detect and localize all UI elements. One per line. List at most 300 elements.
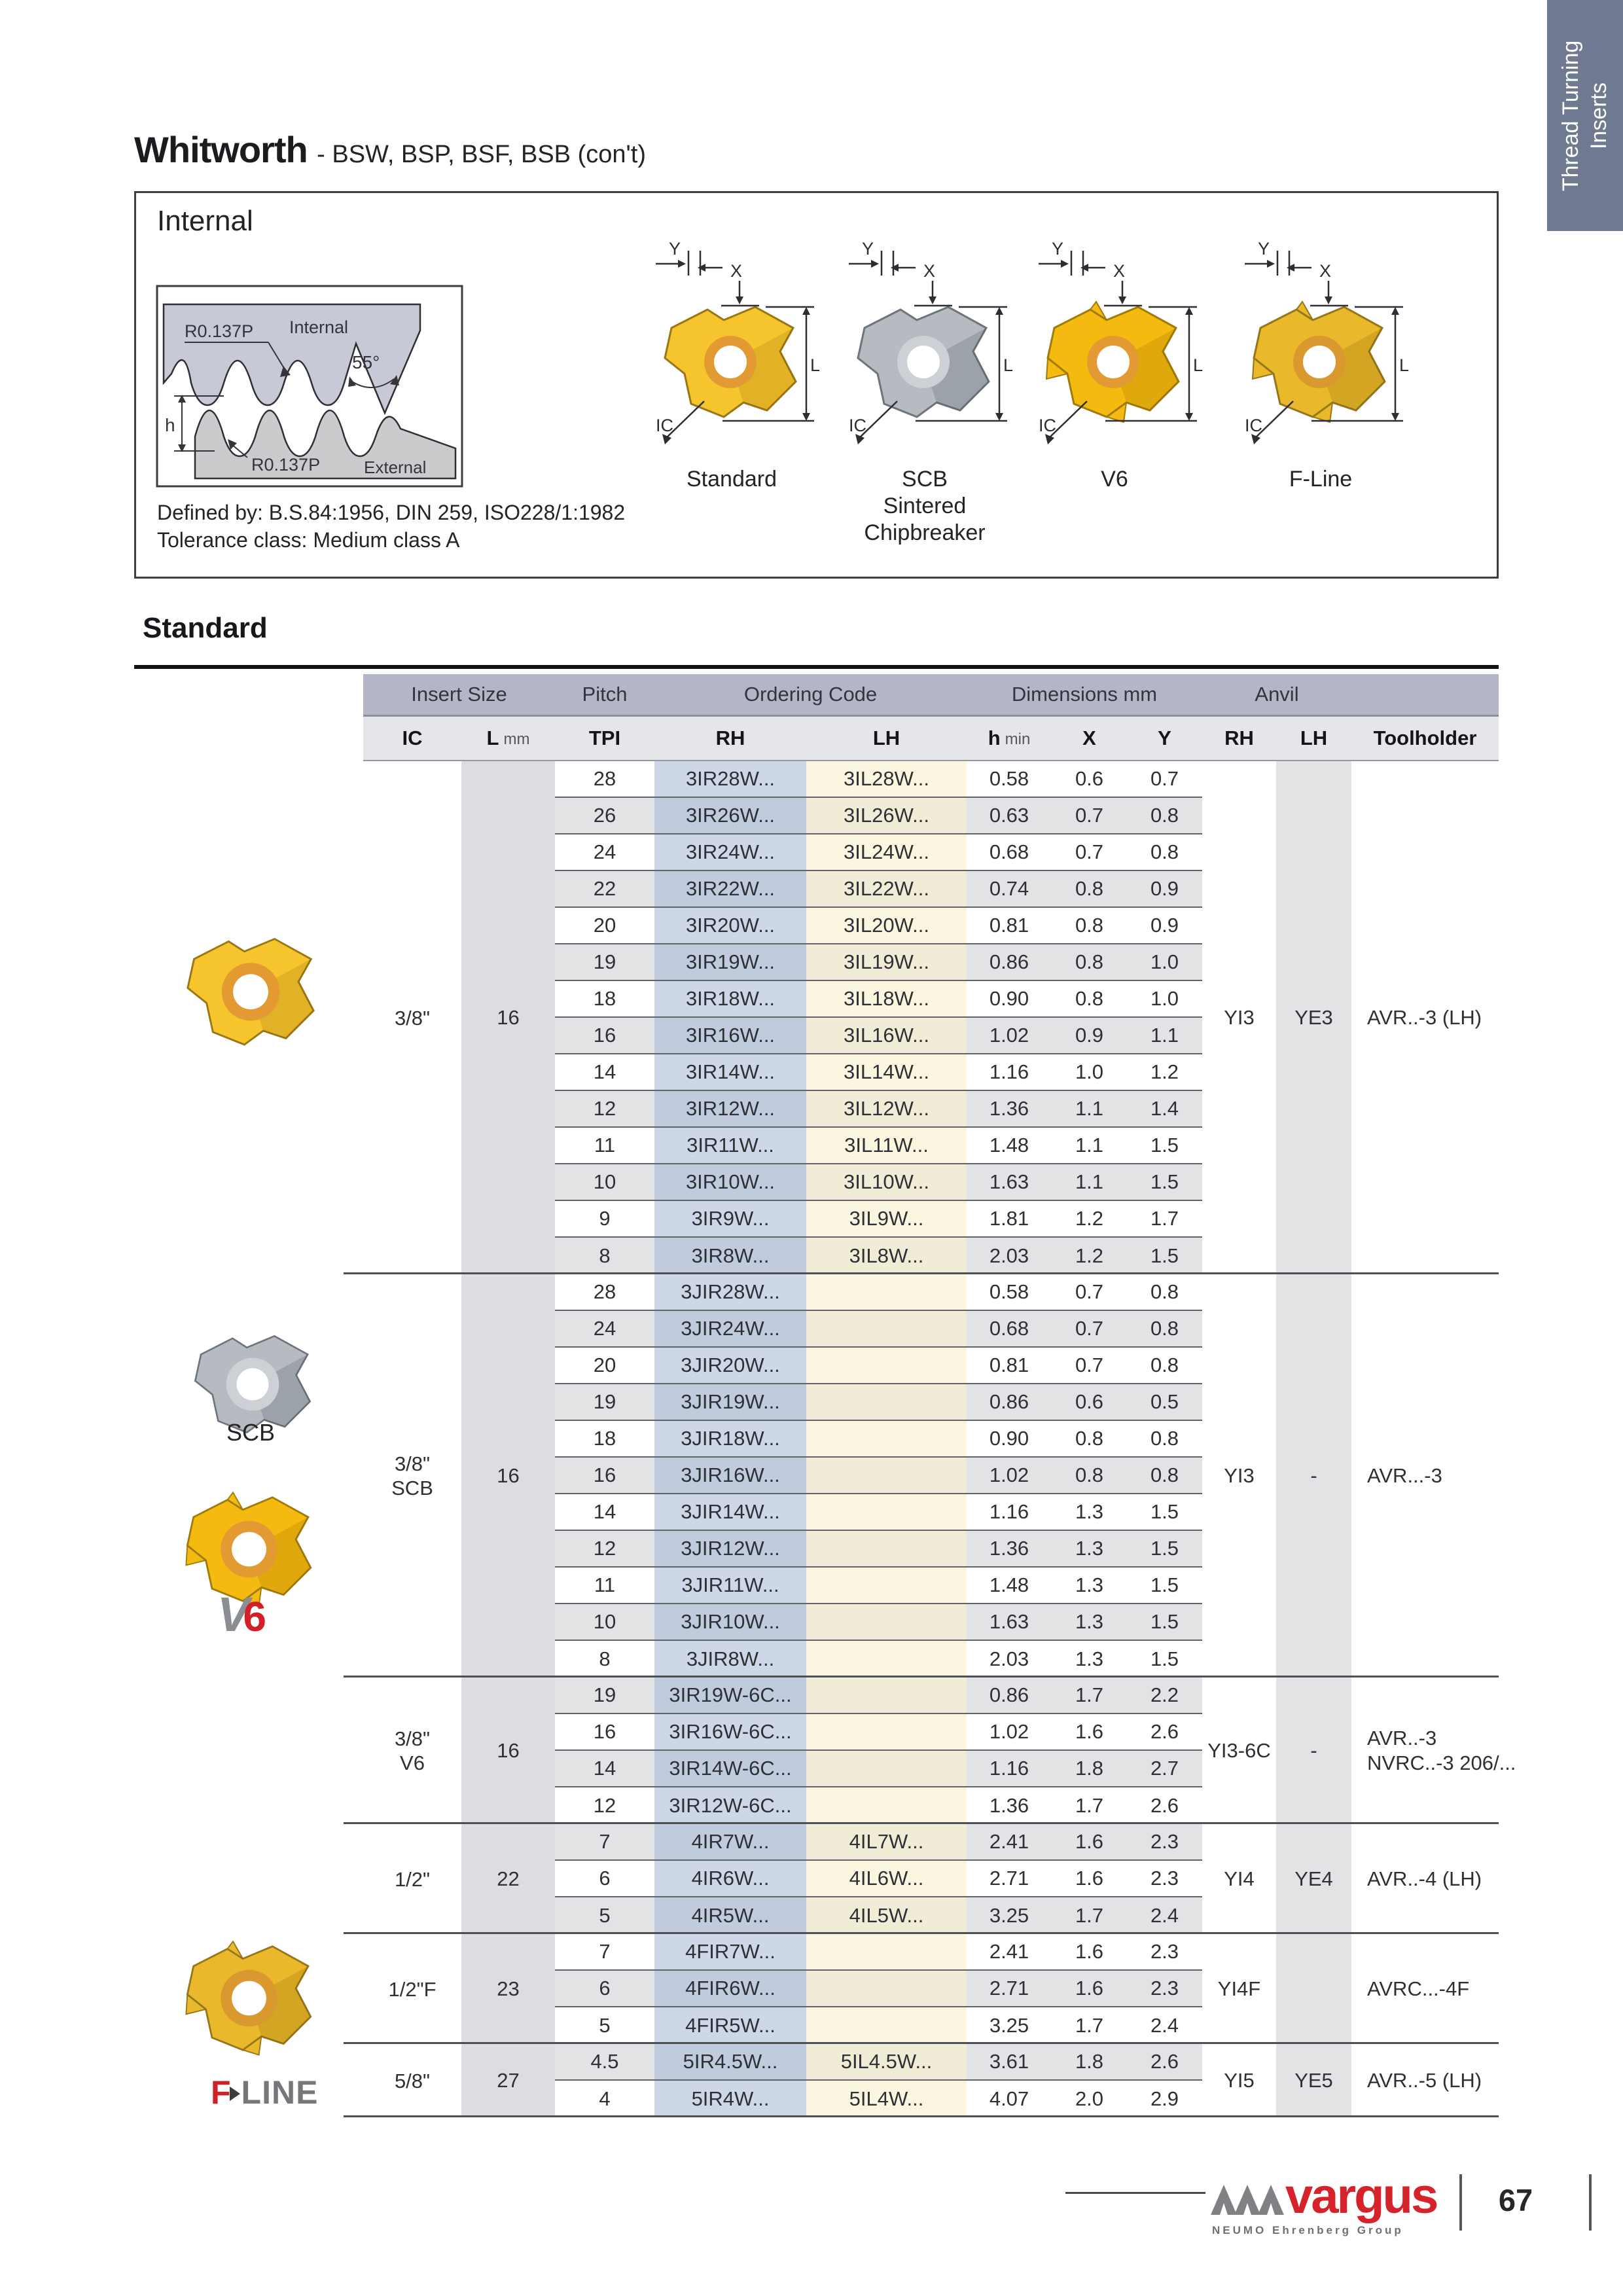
cell-h-min: 1.81 (967, 1201, 1052, 1238)
cell-h-min: 1.16 (967, 1494, 1052, 1531)
cell-ordering-code-lh: 3IL22W... (806, 871, 967, 908)
cell-y: 0.8 (1127, 1274, 1202, 1311)
cell-ordering-code-lh (806, 1494, 967, 1531)
table-group-3 (363, 1824, 1499, 1934)
vargus-triangles-icon (1209, 2179, 1287, 2221)
cell-x: 0.8 (1052, 944, 1127, 981)
defined-by-text: Defined by: B.S.84:1956, DIN 259, ISO228/1:1982 (157, 501, 626, 524)
variant-fline (1229, 236, 1412, 493)
cell-h-min: 1.48 (967, 1568, 1052, 1604)
cell-y: 1.5 (1127, 1238, 1202, 1274)
cell-tpi: 5 (555, 1897, 654, 1934)
cell-y: 1.7 (1127, 1201, 1202, 1238)
cell-ordering-code-rh: 3IR22W... (654, 871, 806, 908)
cell-x: 1.6 (1052, 1824, 1127, 1861)
cell-x: 1.1 (1052, 1164, 1127, 1201)
cell-h-min: 0.81 (967, 908, 1052, 944)
group-insert-size: 1/2"F (388, 1977, 437, 2001)
cell-y: 1.2 (1127, 1054, 1202, 1091)
cell-ordering-code-rh: 3IR14W-6C... (654, 1751, 806, 1787)
cell-h-min: 0.86 (967, 1384, 1052, 1421)
cell-ordering-code-rh: 3IR8W... (654, 1238, 806, 1274)
svg-text:L: L (810, 355, 821, 375)
cell-ordering-code-lh (806, 1384, 967, 1421)
group-anvil-lh: YE4 (1276, 1824, 1351, 1934)
group-anvil-rh: YI5 (1224, 2069, 1255, 2092)
group-anvil-rh: YI3-6C (1207, 1739, 1271, 1762)
svg-text:Y: Y (862, 239, 874, 259)
cell-x: 0.7 (1052, 1274, 1127, 1311)
cell-h-min: 1.36 (967, 1787, 1052, 1824)
page-title (134, 128, 646, 171)
group-toolholder: AVR...-3 (1367, 1464, 1442, 1487)
cell-tpi: 11 (555, 1128, 654, 1164)
cell-tpi: 7 (555, 1934, 654, 1971)
cell-tpi: 24 (555, 1311, 654, 1348)
cell-ordering-code-rh: 3JIR8W... (654, 1641, 806, 1677)
cell-tpi: 20 (555, 1348, 654, 1384)
cell-tpi: 11 (555, 1568, 654, 1604)
cell-tpi: 22 (555, 871, 654, 908)
cell-y: 0.8 (1127, 1348, 1202, 1384)
profile-r-bottom-label: R0.137P (251, 455, 321, 475)
cell-x: 1.3 (1052, 1494, 1127, 1531)
svg-text:Y: Y (1258, 239, 1270, 259)
variant-label-scb: SCB Sintered Chipbreaker (864, 467, 986, 545)
cell-ordering-code-lh (806, 1531, 967, 1568)
svg-text:IC: IC (656, 416, 673, 435)
table-group-5 (363, 2044, 1499, 2117)
group-anvil-lh: YE5 (1276, 2044, 1351, 2117)
table-column-header-5: h min (967, 717, 1052, 760)
cell-ordering-code-lh (806, 1311, 967, 1348)
cell-ordering-code-rh: 3IR28W... (654, 761, 806, 798)
cell-ordering-code-rh: 3IR16W... (654, 1018, 806, 1054)
fline-logo (211, 2073, 318, 2111)
cell-ordering-code-rh: 3IR16W-6C... (654, 1714, 806, 1751)
cell-tpi: 8 (555, 1238, 654, 1274)
cell-y: 2.6 (1127, 1787, 1202, 1824)
cell-y: 1.5 (1127, 1604, 1202, 1641)
cell-ordering-code-rh: 3JIR14W... (654, 1494, 806, 1531)
cell-ordering-code-lh (806, 1348, 967, 1384)
profile-internal-label: Internal (289, 317, 349, 337)
group-l-mm: 16 (461, 761, 555, 1274)
cell-ordering-code-rh: 3JIR24W... (654, 1311, 806, 1348)
cell-ordering-code-lh: 5IL4.5W... (806, 2044, 967, 2081)
cell-ordering-code-rh: 3IR10W... (654, 1164, 806, 1201)
cell-x: 0.8 (1052, 908, 1127, 944)
cell-h-min: 2.41 (967, 1824, 1052, 1861)
cell-ordering-code-lh (806, 1934, 967, 1971)
cell-ordering-code-lh: 4IL7W... (806, 1824, 967, 1861)
cell-h-min: 1.36 (967, 1531, 1052, 1568)
cell-ordering-code-lh: 4IL6W... (806, 1861, 967, 1897)
scb-photo-caption: SCB (226, 1419, 276, 1446)
cell-y: 0.9 (1127, 908, 1202, 944)
cell-x: 0.8 (1052, 871, 1127, 908)
cell-tpi: 16 (555, 1458, 654, 1494)
cell-x: 0.8 (1052, 1421, 1127, 1458)
cell-ordering-code-lh: 3IL20W... (806, 908, 967, 944)
cell-x: 0.7 (1052, 798, 1127, 834)
cell-ordering-code-rh: 3IR9W... (654, 1201, 806, 1238)
cell-h-min: 1.02 (967, 1018, 1052, 1054)
cell-h-min: 1.63 (967, 1604, 1052, 1641)
svg-text:L: L (1193, 355, 1204, 375)
insert-diagram-v6 (1023, 236, 1206, 459)
cell-y: 2.4 (1127, 2007, 1202, 2044)
cell-x: 1.7 (1052, 1677, 1127, 1714)
section-rule (134, 665, 1499, 669)
cell-ordering-code-lh (806, 1641, 967, 1677)
cell-tpi: 12 (555, 1531, 654, 1568)
cell-x: 1.1 (1052, 1091, 1127, 1128)
cell-ordering-code-lh: 3IL16W... (806, 1018, 967, 1054)
cell-x: 1.2 (1052, 1238, 1127, 1274)
cell-y: 1.0 (1127, 944, 1202, 981)
svg-text:X: X (730, 261, 743, 281)
cell-ordering-code-lh: 3IL28W... (806, 761, 967, 798)
cell-x: 0.6 (1052, 1384, 1127, 1421)
cell-tpi: 10 (555, 1164, 654, 1201)
side-tab-label (1547, 0, 1623, 231)
cell-y: 2.3 (1127, 1934, 1202, 1971)
cell-ordering-code-rh: 3IR20W... (654, 908, 806, 944)
internal-section-box (134, 191, 1499, 579)
cell-tpi: 8 (555, 1641, 654, 1677)
cell-x: 1.6 (1052, 1971, 1127, 2007)
cell-h-min: 1.63 (967, 1164, 1052, 1201)
group-insert-size: 3/8" (394, 1006, 431, 1030)
cell-y: 1.5 (1127, 1568, 1202, 1604)
svg-text:X: X (1319, 261, 1332, 281)
cell-x: 1.8 (1052, 1751, 1127, 1787)
insert-diagram-standard (640, 236, 823, 459)
cell-tpi: 16 (555, 1714, 654, 1751)
group-toolholder: AVR..-3 (LH) (1367, 1006, 1482, 1029)
table-column-header-0: IC (363, 717, 461, 760)
group-toolholder: AVRC...-4F (1367, 1977, 1470, 2000)
cell-ordering-code-rh: 3JIR10W... (654, 1604, 806, 1641)
cell-ordering-code-rh: 3IR19W-6C... (654, 1677, 806, 1714)
cell-h-min: 3.25 (967, 1897, 1052, 1934)
cell-h-min: 0.58 (967, 761, 1052, 798)
group-l-mm: 16 (461, 1274, 555, 1677)
cell-x: 1.0 (1052, 1054, 1127, 1091)
table-group-2 (363, 1677, 1516, 1824)
variant-standard (640, 236, 823, 493)
cell-ordering-code-lh (806, 1274, 967, 1311)
table-column-header-3: RH (654, 717, 806, 760)
table-group-4 (363, 1934, 1499, 2044)
svg-text:Y: Y (1052, 239, 1064, 259)
cell-h-min: 0.74 (967, 871, 1052, 908)
group-toolholder: AVR..-3 NVRC..-3 206/... (1367, 1727, 1516, 1774)
cell-x: 1.3 (1052, 1604, 1127, 1641)
cell-ordering-code-rh: 4FIR6W... (654, 1971, 806, 2007)
cell-ordering-code-lh (806, 1421, 967, 1458)
fline-logo-line: LINE (241, 2074, 319, 2111)
thread-profile-diagram (156, 285, 463, 488)
cell-x: 1.7 (1052, 1787, 1127, 1824)
cell-y: 1.1 (1127, 1018, 1202, 1054)
insert-photo-svg-standard (169, 915, 332, 1051)
profile-angle-label: 55° (352, 352, 380, 372)
standard-inserts-table (363, 674, 1516, 2117)
variant-label-fline: F-Line (1289, 467, 1353, 492)
variant-label-standard: Standard (687, 467, 777, 492)
table-column-header-4: LH (806, 717, 967, 760)
cell-ordering-code-rh: 4FIR5W... (654, 2007, 806, 2044)
group-anvil-rh: YI4F (1217, 1977, 1261, 2000)
cell-h-min: 4.07 (967, 2081, 1052, 2117)
cell-ordering-code-rh: 5IR4W... (654, 2081, 806, 2117)
table-column-header-2: TPI (555, 717, 654, 760)
cell-x: 1.7 (1052, 2007, 1127, 2044)
cell-x: 1.6 (1052, 1934, 1127, 1971)
table-column-header-6: X (1052, 717, 1127, 760)
cell-h-min: 3.25 (967, 2007, 1052, 2044)
vargus-group-text: NEUMO Ehrenberg Group (1212, 2224, 1404, 2236)
cell-ordering-code-rh: 5IR4.5W... (654, 2044, 806, 2081)
footer-divider-left (1459, 2174, 1462, 2231)
cell-ordering-code-rh: 4IR7W... (654, 1824, 806, 1861)
cell-x: 0.7 (1052, 1348, 1127, 1384)
cell-ordering-code-lh (806, 1787, 967, 1824)
cell-ordering-code-lh (806, 1714, 967, 1751)
svg-text:X: X (1113, 261, 1126, 281)
cell-h-min: 2.71 (967, 1971, 1052, 2007)
group-anvil-lh: - (1276, 1274, 1351, 1677)
insert-diagram-fline (1229, 236, 1412, 459)
cell-h-min: 0.63 (967, 798, 1052, 834)
table-column-header-10: Toolholder (1351, 717, 1499, 760)
cell-x: 1.6 (1052, 1861, 1127, 1897)
variant-label-v6: V6 (1101, 467, 1128, 492)
cell-tpi: 19 (555, 944, 654, 981)
cell-x: 1.3 (1052, 1641, 1127, 1677)
cell-y: 1.0 (1127, 981, 1202, 1018)
cell-x: 1.8 (1052, 2044, 1127, 2081)
section-title: Standard (143, 612, 268, 644)
cell-h-min: 1.02 (967, 1714, 1052, 1751)
cell-ordering-code-rh: 4IR6W... (654, 1861, 806, 1897)
cell-h-min: 2.41 (967, 1934, 1052, 1971)
cell-ordering-code-rh: 3JIR16W... (654, 1458, 806, 1494)
cell-ordering-code-lh: 4IL5W... (806, 1897, 967, 1934)
cell-y: 0.8 (1127, 1421, 1202, 1458)
cell-tpi: 14 (555, 1054, 654, 1091)
v6-logo-v: V (217, 1587, 250, 1641)
group-insert-size: 5/8" (394, 2069, 431, 2092)
svg-text:L: L (1399, 355, 1410, 375)
footer-rule (1065, 2192, 1205, 2194)
cell-h-min: 1.02 (967, 1458, 1052, 1494)
tolerance-text: Tolerance class: Medium class A (157, 528, 460, 552)
cell-h-min: 2.03 (967, 1238, 1052, 1274)
cell-h-min: 1.36 (967, 1091, 1052, 1128)
cell-ordering-code-rh: 3JIR19W... (654, 1384, 806, 1421)
cell-ordering-code-rh: 3IR18W... (654, 981, 806, 1018)
cell-ordering-code-lh: 3IL9W... (806, 1201, 967, 1238)
cell-tpi: 4 (555, 2081, 654, 2117)
cell-h-min: 0.68 (967, 1311, 1052, 1348)
cell-ordering-code-rh: 3JIR12W... (654, 1531, 806, 1568)
cell-x: 1.7 (1052, 1897, 1127, 1934)
page-title-main: Whitworth (134, 129, 308, 170)
cell-ordering-code-lh: 3IL18W... (806, 981, 967, 1018)
cell-ordering-code-rh: 3JIR28W... (654, 1274, 806, 1311)
side-tab-thread-turning-inserts (1547, 0, 1623, 231)
fline-logo-arrow-icon (230, 2087, 240, 2101)
table-column-header-8: RH (1202, 717, 1276, 760)
group-l-mm: 22 (461, 1824, 555, 1934)
svg-text:X: X (923, 261, 936, 281)
cell-h-min: 0.58 (967, 1274, 1052, 1311)
insert-photo-fline (169, 1923, 329, 2060)
cell-ordering-code-lh: 3IL24W... (806, 834, 967, 871)
cell-tpi: 7 (555, 1824, 654, 1861)
cell-tpi: 19 (555, 1677, 654, 1714)
cell-y: 0.8 (1127, 1458, 1202, 1494)
cell-tpi: 19 (555, 1384, 654, 1421)
table-group-header-insert-size: Insert Size (363, 674, 555, 715)
group-l-mm: 23 (461, 1934, 555, 2044)
cell-ordering-code-lh (806, 2007, 967, 2044)
profile-h-label: h (165, 415, 175, 435)
cell-x: 1.2 (1052, 1201, 1127, 1238)
table-group-header-ordering-code: Ordering Code (654, 674, 967, 715)
cell-y: 1.5 (1127, 1164, 1202, 1201)
cell-x: 0.8 (1052, 981, 1127, 1018)
cell-ordering-code-lh (806, 1568, 967, 1604)
svg-text:IC: IC (849, 416, 866, 435)
cell-y: 0.9 (1127, 871, 1202, 908)
cell-h-min: 0.90 (967, 981, 1052, 1018)
cell-tpi: 20 (555, 908, 654, 944)
group-l-mm: 27 (461, 2044, 555, 2117)
cell-tpi: 28 (555, 761, 654, 798)
cell-h-min: 3.61 (967, 2044, 1052, 2081)
group-toolholder: AVR..-4 (LH) (1367, 1867, 1482, 1890)
cell-x: 1.3 (1052, 1568, 1127, 1604)
insert-photo-svg-fline (169, 1923, 329, 2056)
table-group-header-blank (1351, 674, 1499, 715)
cell-ordering-code-rh: 3IR24W... (654, 834, 806, 871)
cell-ordering-code-lh: 3IL10W... (806, 1164, 967, 1201)
cell-x: 0.9 (1052, 1018, 1127, 1054)
cell-y: 2.7 (1127, 1751, 1202, 1787)
cell-ordering-code-rh: 3IR12W... (654, 1091, 806, 1128)
cell-tpi: 4.5 (555, 2044, 654, 2081)
v6-logo-6: 6 (243, 1593, 266, 1640)
cell-y: 0.5 (1127, 1384, 1202, 1421)
insert-photo-standard (169, 915, 332, 1054)
cell-ordering-code-lh (806, 1458, 967, 1494)
group-anvil-rh: YI3 (1224, 1464, 1255, 1487)
cell-ordering-code-lh: 3IL19W... (806, 944, 967, 981)
cell-h-min: 0.86 (967, 1677, 1052, 1714)
group-anvil-lh (1276, 1934, 1351, 2044)
table-group-header-anvil: Anvil (1202, 674, 1351, 715)
cell-ordering-code-rh: 3IR12W-6C... (654, 1787, 806, 1824)
side-tab-line1: Thread Turning (1558, 40, 1583, 191)
variant-v6 (1023, 236, 1206, 493)
cell-ordering-code-rh: 3IR14W... (654, 1054, 806, 1091)
thread-profile-svg (156, 285, 463, 488)
cell-y: 1.5 (1127, 1531, 1202, 1568)
svg-text:IC: IC (1039, 416, 1056, 435)
cell-y: 0.7 (1127, 761, 1202, 798)
cell-y: 1.5 (1127, 1641, 1202, 1677)
cell-x: 0.7 (1052, 1311, 1127, 1348)
cell-y: 2.6 (1127, 2044, 1202, 2081)
cell-y: 2.3 (1127, 1824, 1202, 1861)
cell-y: 1.5 (1127, 1494, 1202, 1531)
page-title-subtitle: - BSW, BSP, BSF, BSB (con't) (317, 141, 646, 168)
svg-text:Y: Y (669, 239, 681, 259)
fline-logo-f: F (211, 2074, 231, 2111)
cell-h-min: 1.16 (967, 1751, 1052, 1787)
cell-ordering-code-rh: 3JIR11W... (654, 1568, 806, 1604)
cell-h-min: 0.86 (967, 944, 1052, 981)
table-group-0 (363, 761, 1499, 1274)
vargus-wordmark: vargus (1285, 2168, 1437, 2224)
cell-tpi: 14 (555, 1751, 654, 1787)
internal-box-title: Internal (157, 205, 253, 237)
group-insert-size: 1/2" (394, 1867, 431, 1891)
group-anvil-lh: - (1276, 1677, 1351, 1824)
profile-r-top-label: R0.137P (185, 321, 254, 341)
cell-tpi: 14 (555, 1494, 654, 1531)
cell-ordering-code-lh (806, 1677, 967, 1714)
cell-tpi: 12 (555, 1091, 654, 1128)
cell-x: 1.1 (1052, 1128, 1127, 1164)
page-number: 67 (1498, 2183, 1533, 2217)
cell-y: 2.2 (1127, 1677, 1202, 1714)
cell-ordering-code-lh: 5IL4W... (806, 2081, 967, 2117)
cell-y: 2.3 (1127, 1971, 1202, 2007)
svg-text:IC: IC (1245, 416, 1262, 435)
group-l-mm: 16 (461, 1677, 555, 1824)
cell-y: 0.8 (1127, 1311, 1202, 1348)
cell-ordering-code-lh: 3IL14W... (806, 1054, 967, 1091)
group-anvil-rh: YI4 (1224, 1867, 1255, 1890)
cell-tpi: 18 (555, 981, 654, 1018)
cell-ordering-code-rh: 3JIR18W... (654, 1421, 806, 1458)
cell-ordering-code-rh: 3IR26W... (654, 798, 806, 834)
cell-ordering-code-rh: 4IR5W... (654, 1897, 806, 1934)
cell-ordering-code-lh: 3IL11W... (806, 1128, 967, 1164)
svg-text:L: L (1003, 355, 1014, 375)
cell-h-min: 2.03 (967, 1641, 1052, 1677)
group-anvil-rh: YI3 (1224, 1006, 1255, 1029)
cell-x: 2.0 (1052, 2081, 1127, 2117)
cell-tpi: 9 (555, 1201, 654, 1238)
cell-y: 2.9 (1127, 2081, 1202, 2117)
cell-x: 1.3 (1052, 1531, 1127, 1568)
group-anvil-lh: YE3 (1276, 761, 1351, 1274)
cell-tpi: 10 (555, 1604, 654, 1641)
table-column-header-7: Y (1127, 717, 1202, 760)
cell-x: 1.6 (1052, 1714, 1127, 1751)
table-group-header-pitch: Pitch (555, 674, 654, 715)
cell-y: 0.8 (1127, 834, 1202, 871)
cell-h-min: 0.81 (967, 1348, 1052, 1384)
cell-y: 0.8 (1127, 798, 1202, 834)
cell-h-min: 0.68 (967, 834, 1052, 871)
